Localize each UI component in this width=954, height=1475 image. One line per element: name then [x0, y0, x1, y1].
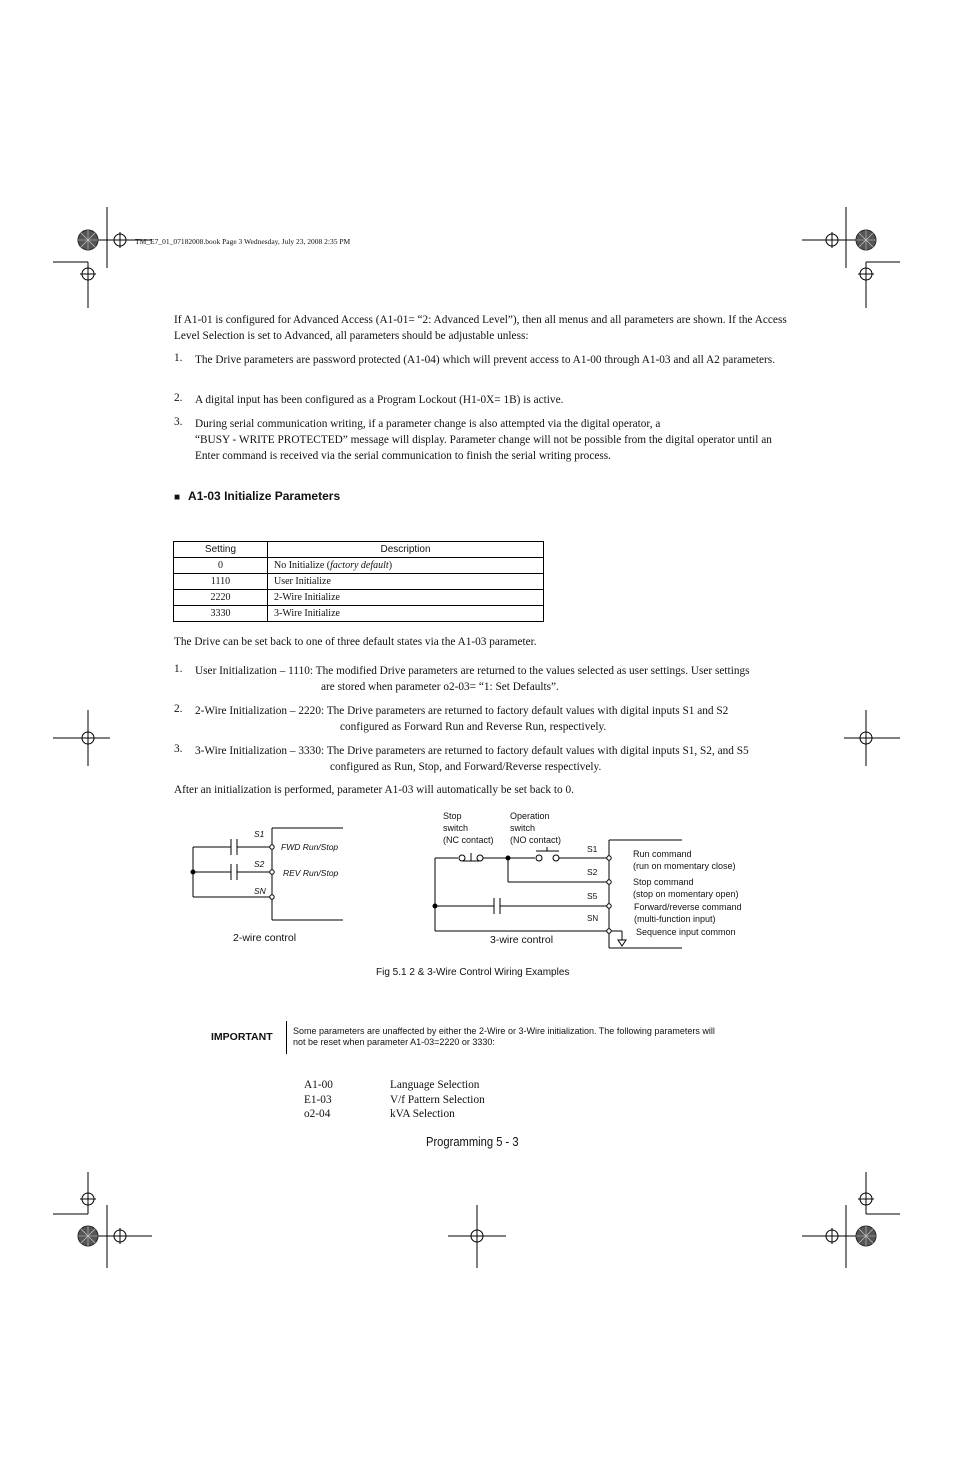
condition-2-text: A digital input has been configured as a Program Lockout (H1-0X= 1B) is active.	[195, 394, 564, 406]
state-1-line-1: User Initialization – 1110: The modified Drive parameters are returned to the values selected as user settings. User settings	[195, 665, 750, 677]
condition-3-number: 3.	[174, 416, 183, 428]
run-command-label	[633, 848, 736, 872]
terminal-s1	[270, 845, 274, 849]
state-2-line-2: configured as Forward Run and Reverse Run, respectively.	[340, 721, 607, 733]
junction-dot	[191, 870, 195, 874]
state-3-line-2: configured as Run, Stop, and Forward/Reverse respectively.	[330, 761, 602, 773]
important-divider	[286, 1021, 287, 1054]
two-wire-caption: 2-wire control	[233, 932, 297, 944]
intro-paragraph: If A1-01 is configured for Advanced Access (A1-01= “2: Advanced Level”), then all menus and all parameters are shown. If the Access Level Selection is set to Advanced, all parameters should be adjustable unless:	[174, 314, 787, 342]
description-cell: User Initialize	[268, 574, 544, 590]
state-3-line-1: 3-Wire Initialization – 3330: The Drive parameters are returned to factory default values with digital inputs S1, S2, and S5	[195, 745, 749, 757]
section-bullet: ■	[174, 492, 181, 503]
condition-1-text: The Drive parameters are password protected (A1-04) which will prevent access to A1-00 through A1-03 and all A2 parameters.	[195, 354, 776, 366]
op-switch-line-2: switch	[510, 823, 536, 833]
desc-emphasis: factory default	[330, 559, 389, 571]
stop-command-line-2: (stop on momentary open)	[633, 889, 739, 899]
three-wire-s5-label: S5	[587, 891, 598, 901]
list-item: Language Selection	[390, 1079, 480, 1091]
list-item: o2-04	[304, 1108, 331, 1120]
state-1-number: 1.	[174, 663, 183, 675]
list-item: A1-00	[304, 1079, 333, 1091]
operation-switch-label	[510, 810, 561, 846]
two-wire-s1-label: S1	[254, 829, 265, 839]
description-cell: 2-Wire Initialize	[268, 590, 544, 606]
two-wire-sn-label: SN	[254, 886, 266, 896]
file-info-header: TM_E7_01_07182008.book Page 3 Wednesday, July 23, 2008 2:35 PM	[135, 237, 351, 246]
forward-reverse-label	[634, 901, 742, 925]
sequence-common-label: Sequence input common	[636, 927, 736, 937]
terminal-s2	[607, 880, 611, 884]
setting-cell: 0	[174, 558, 268, 574]
list-item: E1-03	[304, 1093, 332, 1106]
setting-cell: 3330	[174, 606, 268, 622]
page-footer: Programming 5 - 3	[426, 1134, 519, 1149]
run-command-line-1: Run command	[633, 849, 692, 859]
stop-switch-line-3: (NC contact)	[443, 835, 494, 845]
op-switch-contact-right	[553, 855, 559, 861]
condition-3-line-2: “BUSY - WRITE PROTECTED” message will display. Parameter change will not be possible from the digital operator until an Enter command is received via the serial communication to finish the serial writing process.	[195, 434, 772, 462]
after-init-paragraph: After an initialization is performed, parameter A1-03 will automatically be set back to 0.	[174, 784, 574, 796]
desc-text-end: )	[388, 559, 393, 571]
stop-switch-line-2: switch	[443, 823, 469, 833]
terminal-s1	[607, 856, 611, 860]
rev-run-stop-label: REV Run/Stop	[283, 868, 339, 878]
three-wire-s1-label: S1	[587, 844, 598, 854]
terminal-sn	[607, 929, 611, 933]
three-wire-sn-label: SN	[587, 914, 599, 923]
unaffected-names	[390, 1078, 485, 1122]
stop-switch-label	[443, 810, 494, 846]
state-3-number: 3.	[174, 743, 183, 755]
stop-switch-contact-right	[477, 855, 483, 861]
fwd-run-stop-label: FWD Run/Stop	[281, 842, 339, 852]
states-intro: The Drive can be set back to one of three default states via the A1-03 parameter.	[174, 636, 537, 648]
state-2-number: 2.	[174, 703, 183, 715]
two-wire-s2-label: S2	[254, 859, 265, 869]
three-wire-s2-label: S2	[587, 867, 598, 877]
condition-1-number: 1.	[174, 352, 183, 364]
important-text	[293, 1026, 715, 1048]
terminal-sn	[270, 895, 274, 899]
three-wire-caption: 3-wire control	[490, 934, 554, 946]
stop-command-label	[633, 876, 739, 900]
section-title: A1-03 Initialize Parameters	[188, 489, 341, 503]
setting-cell: 1110	[174, 574, 268, 590]
run-command-line-2: (run on momentary close)	[633, 861, 736, 871]
op-switch-line-1: Operation	[510, 811, 550, 821]
state-1-line-2: are stored when parameter o2-03= “1: Set Defaults”.	[321, 681, 559, 693]
header-setting: Setting	[174, 542, 268, 558]
important-line-2: not be reset when parameter A1-03=2220 or 3330:	[293, 1037, 495, 1047]
description-cell: 3-Wire Initialize	[268, 606, 544, 622]
fr-command-line-1: Forward/reverse command	[634, 902, 742, 912]
figure-caption: Fig 5.1 2 & 3-Wire Control Wiring Examples	[376, 967, 570, 978]
header-description: Description	[268, 542, 544, 558]
stop-switch-line-1: Stop	[443, 811, 462, 821]
op-switch-line-3: (NO contact)	[510, 835, 562, 845]
terminal-s5	[607, 904, 611, 908]
unaffected-codes	[304, 1078, 333, 1122]
condition-2-number: 2.	[174, 392, 183, 404]
important-line-1: Some parameters are unaffected by either the 2-Wire or 3-Wire initialization. The following parameters will	[293, 1026, 715, 1036]
stop-command-line-1: Stop command	[633, 877, 694, 887]
stop-switch-contact-left	[459, 855, 465, 861]
list-item: kVA Selection	[390, 1108, 455, 1120]
fr-command-line-2: (multi-function input)	[634, 914, 716, 924]
setting-cell: 2220	[174, 590, 268, 606]
desc-text: No Initialize (	[274, 559, 331, 571]
important-label: IMPORTANT	[211, 1031, 273, 1043]
terminal-s2	[270, 870, 274, 874]
op-switch-contact-left	[536, 855, 542, 861]
condition-3-line-1: During serial communication writing, if a parameter change is also attempted via the digital operator, a	[195, 418, 661, 430]
state-2-line-1: 2-Wire Initialization – 2220: The Drive parameters are returned to factory default values with digital inputs S1 and S2	[195, 705, 729, 717]
list-item: V/f Pattern Selection	[390, 1093, 485, 1106]
